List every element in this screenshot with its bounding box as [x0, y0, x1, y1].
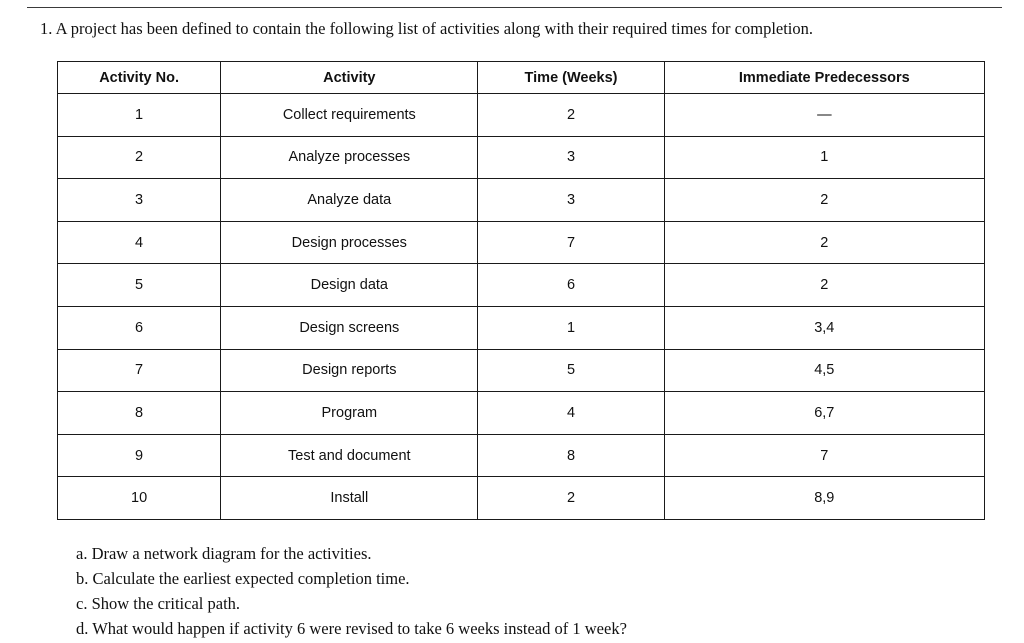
- cell-activity-no: 3: [58, 179, 221, 222]
- cell-time: 4: [478, 392, 664, 435]
- table-row: [58, 94, 985, 137]
- cell-predecessors: 2: [664, 221, 984, 264]
- cell-time: 5: [478, 349, 664, 392]
- cell-activity: Analyze data: [221, 179, 478, 222]
- cell-time: 3: [478, 179, 664, 222]
- table-row: [58, 264, 985, 307]
- header-activity: Activity: [221, 62, 478, 94]
- cell-time: 8: [478, 434, 664, 477]
- cell-activity-no: 1: [58, 94, 221, 137]
- header-immediate-predecessors: Immediate Predecessors: [664, 62, 984, 94]
- cell-activity: Design data: [221, 264, 478, 307]
- task-list: [76, 541, 627, 641]
- cell-activity-no: 10: [58, 477, 221, 520]
- cell-activity: Program: [221, 392, 478, 435]
- task-b: b. Calculate the earliest expected completion time.: [76, 569, 410, 588]
- table-row: [58, 392, 985, 435]
- cell-predecessors: 1: [664, 136, 984, 179]
- cell-activity-no: 6: [58, 306, 221, 349]
- task-a: a. Draw a network diagram for the activities.: [76, 544, 372, 563]
- table-row: [58, 306, 985, 349]
- cell-time: 6: [478, 264, 664, 307]
- table-row: [58, 349, 985, 392]
- table-row: [58, 477, 985, 520]
- cell-predecessors: 2: [664, 264, 984, 307]
- header-activity-no: Activity No.: [58, 62, 221, 94]
- cell-activity-no: 4: [58, 221, 221, 264]
- task-d: d. What would happen if activity 6 were revised to take 6 weeks instead of 1 week?: [76, 619, 627, 638]
- cell-activity-no: 8: [58, 392, 221, 435]
- table-row: [58, 434, 985, 477]
- cell-activity: Design screens: [221, 306, 478, 349]
- cell-predecessors: 2: [664, 179, 984, 222]
- cell-predecessors: 4,5: [664, 349, 984, 392]
- task-c: c. Show the critical path.: [76, 594, 241, 613]
- cell-predecessors: —: [664, 94, 984, 137]
- cell-activity: Analyze processes: [221, 136, 478, 179]
- cell-activity-no: 2: [58, 136, 221, 179]
- cell-activity: Collect requirements: [221, 94, 478, 137]
- activity-table: [57, 61, 985, 520]
- cell-predecessors: 7: [664, 434, 984, 477]
- cell-activity-no: 9: [58, 434, 221, 477]
- table-row: [58, 221, 985, 264]
- cell-activity: Design reports: [221, 349, 478, 392]
- cell-activity-no: 5: [58, 264, 221, 307]
- cell-time: 1: [478, 306, 664, 349]
- cell-activity-no: 7: [58, 349, 221, 392]
- cell-activity: Test and document: [221, 434, 478, 477]
- cell-predecessors: 3,4: [664, 306, 984, 349]
- question-text: 1. A project has been defined to contain the following list of activities along with their required times for completion.: [40, 19, 814, 38]
- top-divider: [27, 7, 1002, 8]
- header-time-weeks: Time (Weeks): [478, 62, 664, 94]
- table-row: [58, 136, 985, 179]
- cell-predecessors: 8,9: [664, 477, 984, 520]
- cell-activity: Install: [221, 477, 478, 520]
- table-row: [58, 179, 985, 222]
- table-header-row: [58, 62, 985, 94]
- cell-time: 2: [478, 477, 664, 520]
- cell-time: 7: [478, 221, 664, 264]
- cell-predecessors: 6,7: [664, 392, 984, 435]
- cell-time: 3: [478, 136, 664, 179]
- cell-activity: Design processes: [221, 221, 478, 264]
- cell-time: 2: [478, 94, 664, 137]
